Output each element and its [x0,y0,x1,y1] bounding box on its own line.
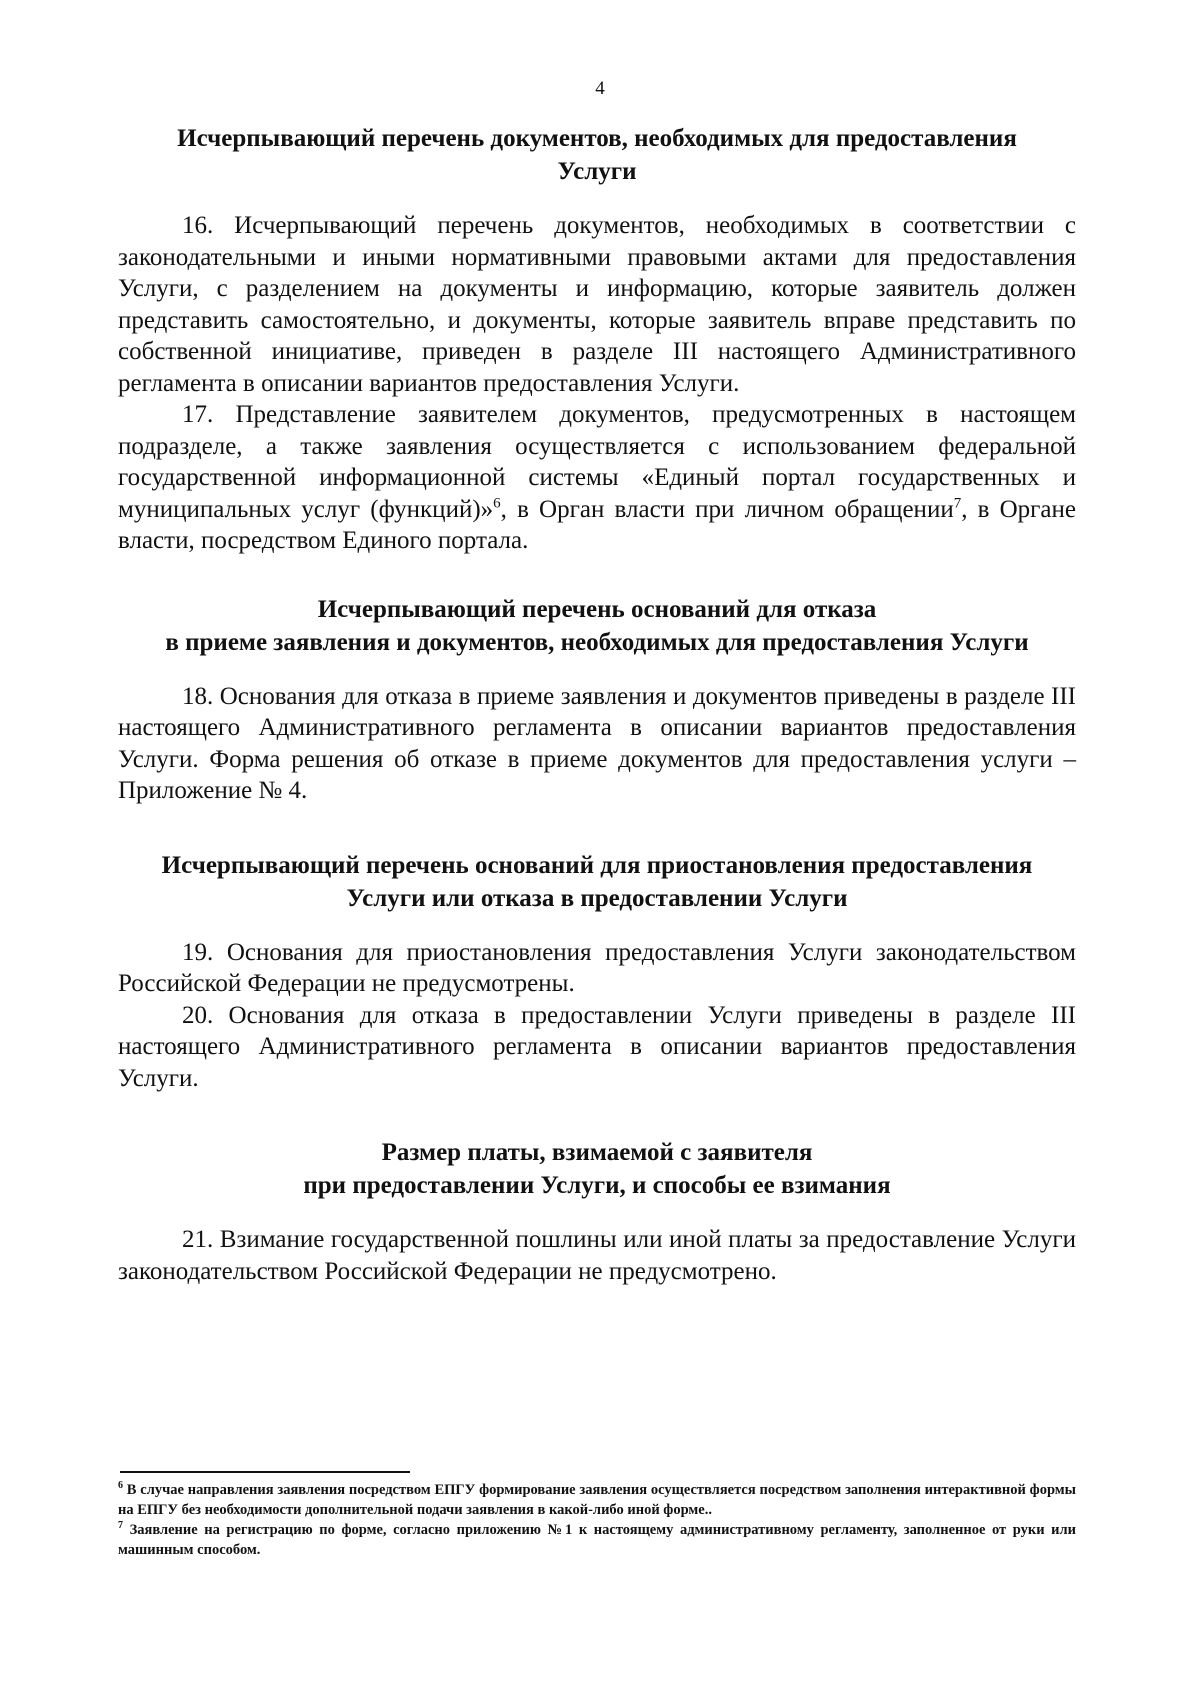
section-heading-documents [118,122,1076,188]
section-heading-refusal-grounds [118,593,1076,659]
heading-line: Размер платы, взимаемой с заявителя [381,1139,813,1166]
footnote-text: Заявление на регистрацию по форме, согласно приложению №1 к настоящему административному регламенту, заполненное от руки или машинным способом. [118,1522,1076,1558]
paragraph-17-part1: 17. Представление заявителем документов, предусмотренных в настоящем подразделе, а также заявления осуществляется с использованием федеральной государственной информационной системы «Единый портал государственных и муниципальных услуг (функций)» [118,401,1076,523]
paragraph-16: 16. Исчерпывающий перечень документов, необходимых в соответствии с законодательными и иными нормативными правовыми актами для предоставления Услуги, с разделением на документы и информацию, которые заявитель должен представить самостоятельно, и документы, которые заявитель вправе представить по собственной инициативе, приведен в разделе III настоящего Административного регламента в описании вариантов предоставления Услуги. [118,212,1076,397]
page-number: 4 [595,78,605,99]
footnote-text: В случае направления заявления посредством ЕПГУ формирование заявления осуществляется посредством заполнения интерактивной формы на ЕПГУ без необходимости дополнительной подачи заявления в какой-либо иной форме.. [118,1482,1076,1518]
paragraph-21: 21. Взимание государственной пошлины или иной платы за предоставление Услуги законодательством Российской Федерации не предусмотрено. [118,1226,1076,1285]
footnote-mark: 7 [118,1520,123,1532]
heading-line: при предоставлении Услуги, и способы ее взимания [303,1172,891,1199]
heading-line: Исчерпывающий перечень оснований для приостановления предоставления [161,851,1033,879]
footnote-ref-7: 7 [953,495,962,512]
footnote-ref-6: 6 [493,495,501,512]
section-heading-fees [118,1136,1076,1202]
footnotes [118,1480,1076,1560]
paragraph-18: 18. Основания для отказа в приеме заявления и документов приведены в разделе III настоящего Административного регламента в описании вариантов предоставления Услуги. Форма решения об отказе в приеме документов для предоставления услуги – Приложение № 4. [118,682,1076,804]
section-heading-suspension-grounds [118,849,1076,915]
heading-line: в приеме заявления и документов, необходимых для предоставления Услуги [165,628,1029,656]
paragraph-17-part2: , в Орган власти при личном обращении [500,495,954,523]
heading-line: Услуги или отказа в предоставлении Услуги [346,884,848,912]
paragraph-20: 20. Основания для отказа в предоставлении Услуги приведены в разделе III настоящего Административного регламента в описании вариантов предоставления Услуги. [118,1001,1076,1092]
paragraph-17-part3: , в Органе власти, посредством Единого портала. [118,495,1076,554]
heading-line: Исчерпывающий перечень документов, необходимых для предоставления [177,125,1017,152]
footnote-divider [120,1471,410,1473]
heading-line: Исчерпывающий перечень оснований для отказа [317,595,877,623]
document-body [118,122,1076,1287]
footnote-7 [118,1520,1076,1560]
paragraph-17 [118,399,1076,557]
paragraph-19: 19. Основания для приостановления предоставления Услуги законодательством Российской Федерации не предусмотрены. [118,938,1076,997]
footnote-6 [118,1480,1076,1520]
heading-line: Услуги [557,158,637,185]
footnote-mark: 6 [118,1480,123,1492]
